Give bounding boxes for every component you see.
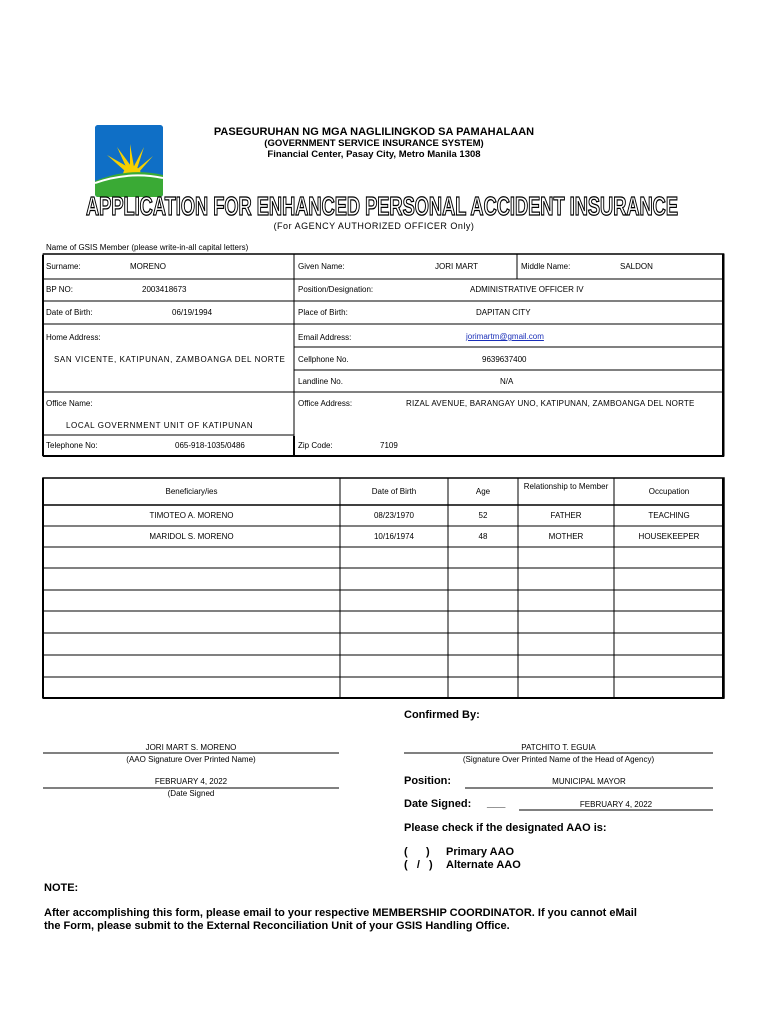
surname-value: MORENO bbox=[130, 262, 166, 271]
zip-code-value: 7109 bbox=[380, 441, 398, 450]
aao-date-signed: FEBRUARY 4, 2022 bbox=[154, 777, 228, 786]
email-link[interactable]: jorimartm@gmail.com bbox=[466, 332, 544, 341]
given-name-label: Given Name: bbox=[298, 262, 345, 271]
beneficiary-relationship: FATHER bbox=[550, 511, 582, 520]
agency-name: PASEGURUHAN NG MGA NAGLILINGKOD SA PAMAHALAAN bbox=[213, 126, 535, 138]
head-of-agency-name: PATCHITO T. EGUIA bbox=[521, 743, 596, 752]
beneficiary-dob: 08/23/1970 bbox=[373, 511, 415, 520]
col-header-relationship: Relationship to Member bbox=[523, 482, 609, 491]
col-header-beneficiary: Beneficiary/ies bbox=[165, 487, 218, 496]
primary-aao-checkbox[interactable]: ( ) bbox=[404, 846, 430, 858]
form-subtitle: (For AGENCY AUTHORIZED OFFICER Only) bbox=[273, 221, 475, 231]
primary-aao-label: Primary AAO bbox=[446, 846, 515, 858]
cellphone-label: Cellphone No. bbox=[298, 355, 349, 364]
confirmed-by-label: Confirmed By: bbox=[404, 709, 480, 721]
date-signed-label: Date Signed: bbox=[404, 798, 472, 810]
date-signed-value: FEBRUARY 4, 2022 bbox=[579, 800, 653, 809]
col-header-dob: Date of Birth bbox=[371, 487, 417, 496]
surname-label: Surname: bbox=[46, 262, 81, 271]
agency-address: Financial Center, Pasay City, Metro Manila 1308 bbox=[267, 149, 481, 160]
landline-label: Landline No. bbox=[298, 377, 343, 386]
note-line-1: After accomplishing this form, please email to your respective MEMBERSHIP COORDINATOR. If you cannot eMail bbox=[44, 907, 637, 919]
member-section-note: Name of GSIS Member (please write-in-all capital letters) bbox=[46, 243, 249, 252]
note-heading: NOTE: bbox=[44, 882, 79, 894]
agency-english-name: (GOVERNMENT SERVICE INSURANCE SYSTEM) bbox=[264, 138, 484, 149]
position-value: ADMINISTRATIVE OFFICER IV bbox=[470, 285, 584, 294]
telephone-value: 065-918-1035/0486 bbox=[175, 441, 245, 450]
home-address-value: SAN VICENTE, KATIPUNAN, ZAMBOANGA DEL NORTE bbox=[54, 355, 286, 364]
middle-name-label: Middle Name: bbox=[521, 262, 571, 271]
aao-check-prompt: Please check if the designated AAO is: bbox=[404, 822, 607, 834]
dob-value: 06/19/1994 bbox=[172, 308, 213, 317]
office-address-label: Office Address: bbox=[298, 399, 353, 408]
col-header-age: Age bbox=[475, 487, 491, 496]
aao-name: JORI MART S. MORENO bbox=[145, 743, 237, 752]
office-address-value: RIZAL AVENUE, BARANGAY UNO, KATIPUNAN, ZAMBOANGA DEL NORTE bbox=[406, 399, 695, 408]
office-name-label: Office Name: bbox=[46, 399, 93, 408]
head-of-agency-caption: (Signature Over Printed Name of the Head of Agency) bbox=[462, 755, 655, 764]
form-title-text: APPLICATION FOR ENHANCED PERSONAL ACCIDENT INSURANCE bbox=[86, 191, 678, 220]
home-address-label: Home Address: bbox=[46, 333, 101, 342]
bp-no-label: BP NO: bbox=[46, 285, 73, 294]
aao-caption: (AAO Signature Over Printed Name) bbox=[126, 755, 256, 764]
beneficiary-age: 52 bbox=[478, 511, 488, 520]
position-signature-label: Position: bbox=[404, 775, 452, 787]
beneficiary-dob: 10/16/1974 bbox=[373, 532, 415, 541]
aao-date-caption: (Date Signed bbox=[167, 789, 215, 798]
beneficiary-name: MARIDOL S. MORENO bbox=[149, 532, 234, 541]
alternate-aao-checkbox[interactable]: ( / ) bbox=[404, 859, 433, 871]
beneficiary-occupation: TEACHING bbox=[648, 511, 690, 520]
dob-label: Date of Birth: bbox=[46, 308, 93, 317]
bp-no-value: 2003418673 bbox=[142, 285, 187, 294]
position-signature-value: MUNICIPAL MAYOR bbox=[552, 777, 626, 786]
date-signed-blank: ___ bbox=[487, 797, 506, 809]
position-label: Position/Designation: bbox=[298, 285, 374, 294]
beneficiary-age: 48 bbox=[478, 532, 488, 541]
telephone-label: Telephone No: bbox=[46, 441, 98, 450]
office-name-value: LOCAL GOVERNMENT UNIT OF KATIPUNAN bbox=[66, 421, 254, 430]
zip-code-label: Zip Code: bbox=[298, 441, 333, 450]
middle-name-value: SALDON bbox=[620, 262, 653, 271]
col-header-occupation: Occupation bbox=[648, 487, 690, 496]
given-name-value: JORI MART bbox=[435, 262, 478, 271]
note-line-2: the Form, please submit to the External Reconciliation Unit of your GSIS Handling Office. bbox=[44, 920, 510, 932]
alternate-aao-label: Alternate AAO bbox=[446, 859, 521, 871]
beneficiary-occupation: HOUSEKEEPER bbox=[638, 532, 700, 541]
pob-label: Place of Birth: bbox=[298, 308, 348, 317]
beneficiary-relationship: MOTHER bbox=[548, 532, 584, 541]
beneficiary-name: TIMOTEO A. MORENO bbox=[149, 511, 234, 520]
pob-value: DAPITAN CITY bbox=[476, 308, 531, 317]
landline-value: N/A bbox=[500, 377, 514, 386]
email-label: Email Address: bbox=[298, 333, 352, 342]
cellphone-value: 9639637400 bbox=[482, 355, 527, 364]
